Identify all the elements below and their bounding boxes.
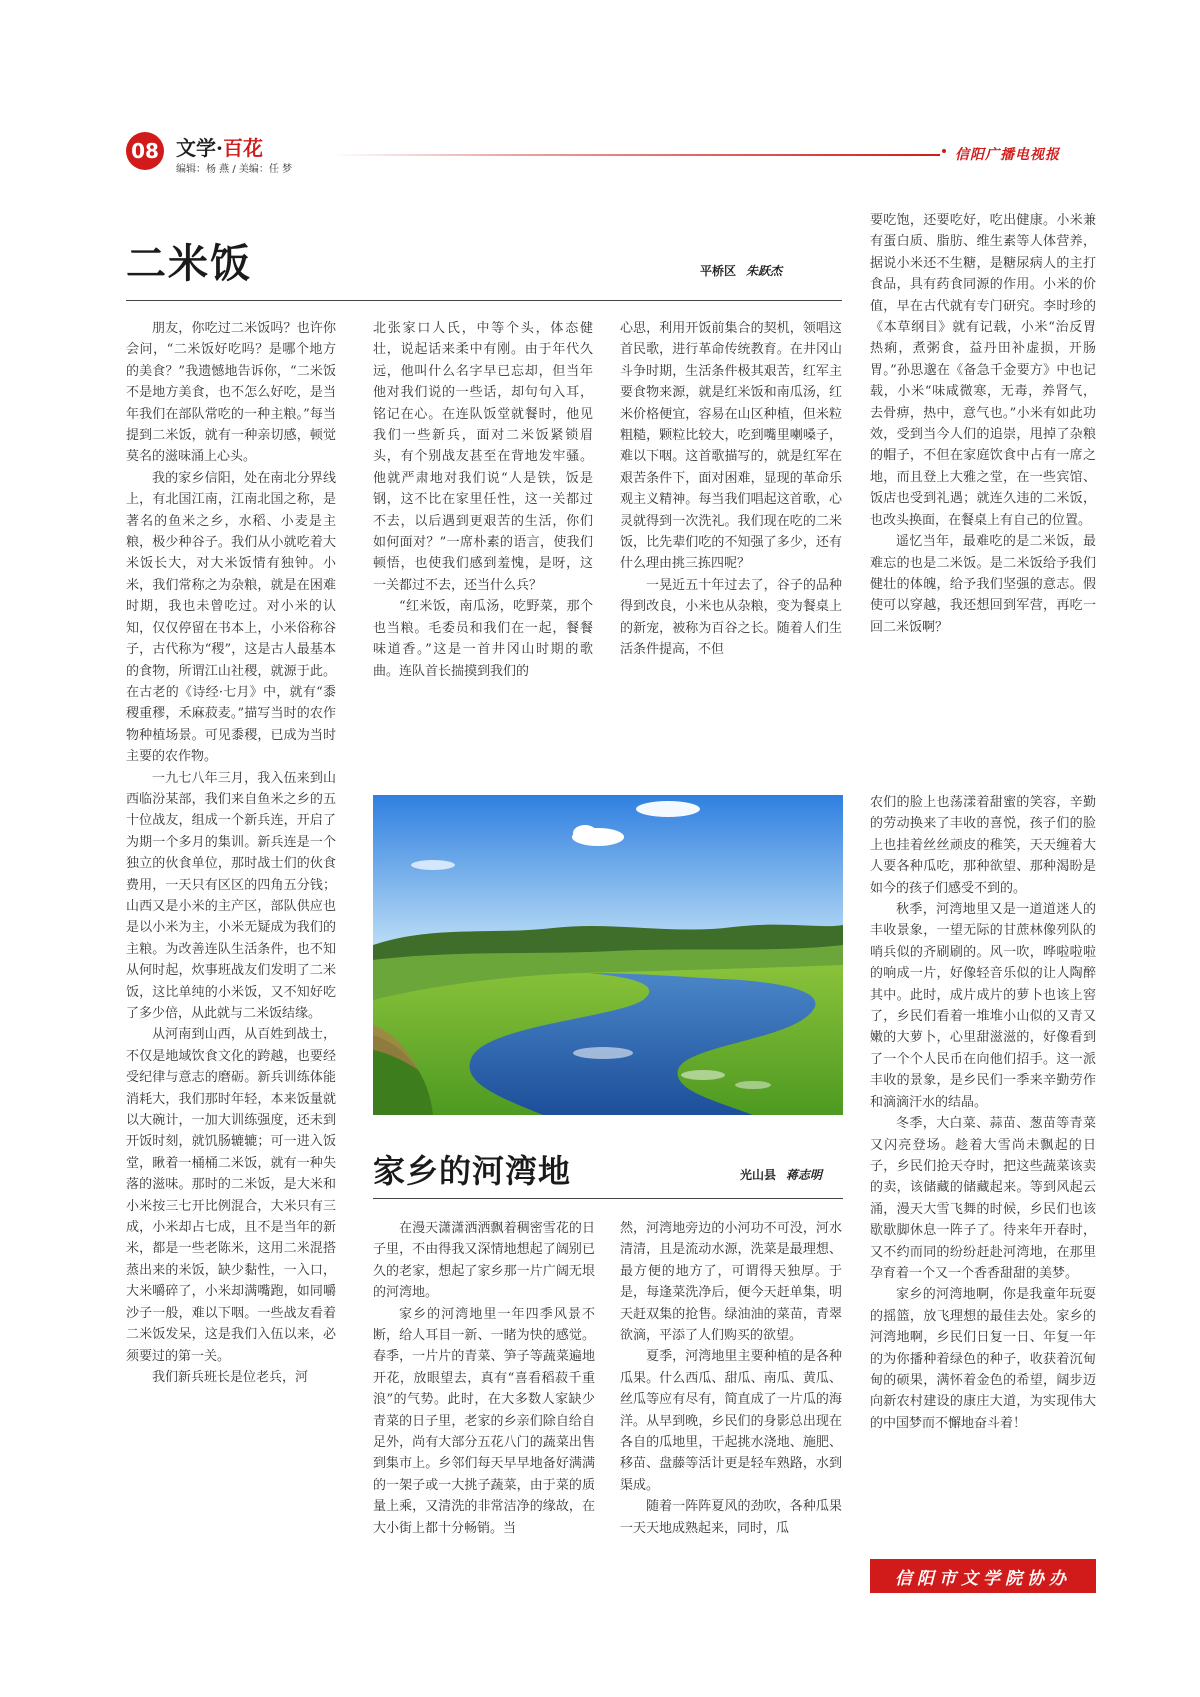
section-title-accent: 百花 [222, 136, 263, 160]
article2-byline-district: 光山县 [740, 1168, 777, 1182]
article2-column-3 [870, 792, 1096, 1552]
header-dot [942, 149, 946, 153]
paragraph: 夏季，河湾地里主要种植的是各种瓜果。什么西瓜、甜瓜、南瓜、黄瓜、丝瓜等应有尽有，简直成了一片瓜的海洋。从早到晚，乡民们的身影总出现在各自的瓜地里，干起挑水浇地、施肥、移苗、盘藤等活计更是轻车熟路，水到渠成。 [620, 1349, 842, 1493]
sponsor-banner: 信阳市文学院协办 [870, 1559, 1096, 1593]
article2-byline-author: 蒋志明 [786, 1168, 823, 1182]
paragraph: 要吃饱，还要吃好，吃出健康。小米兼有蛋白质、脂肪、维生素等人体营养，据说小米还不生糖，是糖尿病人的主打食品，具有药食同源的作用。小米的价值，早在古代就有专门研究。李时珍的《本草纲目》就有记载，小米“治反胃热痢，煮粥食，益丹田补虚损，开肠胃。”孙思邈在《备急千金要方》中也记载，小米“味咸微寒，无毒，养肾气，去骨痹，热中，意气也。”小米有如此功效，受到当今人们的追崇，甩掉了杂粮的帽子，不但在家庭饮食中占有一席之地，而且登上大雅之堂，在一些宾馆、饭店也受到礼遇；就连久违的二米饭，也改头换面，在餐桌上有自己的位置。 [870, 213, 1096, 528]
newspaper-name: 信阳广播电视报 [955, 147, 1060, 163]
page-number-badge [126, 132, 164, 170]
article1-title: 二米饭 [126, 240, 252, 287]
article2-byline [740, 1166, 822, 1183]
paragraph: 然，河湾地旁边的小河功不可没，河水清清，且是流动水源，洗菜是最理想、最方便的地方了，可谓得天独厚。于是，每逢菜洗净后，便今天赶单集，明天赶双集的抢售。绿油油的菜苗，青翠欲滴，平添了人们购买的欲望。 [620, 1221, 842, 1344]
section-title [176, 132, 263, 161]
paragraph: 冬季，大白菜、蒜苗、葱苗等青菜又闪亮登场。趁着大雪尚未飘起的日子，乡民们抢天夺时，把这些蔬菜该卖的卖，该储藏的储藏起来。等到风起云涌，漫天大雪飞舞的时候，乡民们也该歇歇脚休息一阵子了。待来年开春时，又不约而同的纷纷赶赴河湾地，在那里孕育着一个又一个香香甜甜的美梦。 [870, 1116, 1096, 1281]
article1-byline-author: 朱跃杰 [746, 264, 783, 278]
paragraph: “红米饭，南瓜汤，吃野菜，那个也当粮。毛委员和我们在一起，餐餐味道香。”这是一首井冈山时期的歌曲。连队首长揣摸到我们的 [373, 599, 593, 679]
paragraph: 家乡的河湾地啊，你是我童年玩耍的摇篮，放飞理想的最佳去处。家乡的河湾地啊，乡民们日复一日、年复一年的为你播种着绿色的种子，收获着沉甸甸的硕果，满怀着金色的希望，阔步迈向新农村建设的康庄大道，为实现伟大的中国梦而不懈地奋斗着！ [870, 1287, 1096, 1431]
paragraph: 我的家乡信阳，处在南北分界线上，有北国江南，江南北国之称，是著名的鱼米之乡，水稻、小麦是主粮，极少种谷子。我们从小就吃着大米饭长大，对大米饭情有独钟。小米，我们常称之为杂粮，就是在困难时期，我也未曾吃过。对小米的认知，仅仅停留在书本上，小米俗称谷子，古代称为“稷”，这是古人最基本的食物，所谓江山社稷，就源于此。在古老的《诗经·七月》中，就有“黍稷重穋，禾麻菽麦。”描写当时的农作物种植场景。可见黍稷，已成为当时主要的农作物。 [126, 470, 336, 765]
article2-title: 家乡的河湾地 [373, 1152, 572, 1190]
paragraph: 遥忆当年，最难吃的是二米饭，最难忘的也是二米饭。是二米饭给予我们健壮的体魄，给予我们坚强的意志。假使可以穿越，我还想回到军营，再吃一回二米饭啊？ [870, 534, 1096, 635]
section-title-main: 文学· [176, 136, 223, 160]
article1-title-rule [126, 300, 842, 301]
paragraph: 家乡的河湾地里一年四季风景不断，给人耳目一新、一睹为快的感觉。春季，一片片的青菜、笋子等蔬菜遍地开花，放眼望去，真有“喜看稻菽千重浪”的气势。此时，在大多数人家缺少青菜的日子里，老家的乡亲们除自给自足外，尚有大部分五花八门的蔬菜出售到集市上。乡邻们每天早早地备好满满的一架子或一大挑子蔬菜，由于菜的质量上乘，又清洗的非常洁净的缘故，在大小街上都十分畅销。当 [373, 1306, 595, 1536]
paragraph: 农们的脸上也荡漾着甜蜜的笑容，辛勤的劳动换来了丰收的喜悦，孩子们的脸上也挂着丝丝顽皮的稚笑，天天缠着大人要各种瓜吃，那种欲望、那种渴盼是如今的孩子们感受不到的。 [870, 795, 1096, 896]
paragraph: 秋季，河湾地里又是一道道迷人的丰收景象，一望无际的甘蔗林像列队的哨兵似的齐刷刷的。风一吹，哗啦啦啦的响成一片，好像轻音乐似的让人陶醉其中。此时，成片成片的萝卜也该上窖了，乡民们看着一堆堆小山似的又青又嫩的大萝卜，心里甜滋滋的，好像看到了一个个人民币在向他们招手。这一派丰收的景象，是乡民们一季来辛勤劳作和滴滴汗水的结晶。 [870, 902, 1096, 1110]
paragraph: 北张家口人氏，中等个头，体态健壮，说起话来柔中有刚。由于年代久远，他叫什么名字早已忘却，但当年他对我们说的一些话，却句句入耳，铭记在心。在连队饭堂就餐时，他见我们一些新兵，面对二米饭紧锁眉头，有个别战友甚至在背地发牢骚。他就严肃地对我们说“人是铁，饭是钢，这不比在家里任性，这一关都过不去，以后遇到更艰苦的生活，你们如何面对？”一席朴素的语言，使我们顿悟，也使我们感到羞愧，是呀，这一关都过不去，还当什么兵？ [373, 321, 593, 593]
paragraph: 我们新兵班长是位老兵，河 [152, 1369, 309, 1385]
header-divider [330, 154, 940, 156]
article1-column-4 [870, 210, 1096, 720]
article1-column-3 [620, 318, 842, 758]
page-number: 08 [131, 139, 159, 163]
paragraph: 朋友，你吃过二米饭吗？也许你会问，“二米饭好吃吗？是哪个地方的美食？”我遗憾地告诉你，“二米饭不是地方美食，也不怎么好吃，是当年我们在部队常吃的一种主粮。”每当提到二米饭，就有一种亲切感，顿觉莫名的滋味涌上心头。 [126, 321, 336, 465]
article1-column-2 [373, 318, 593, 758]
article1-byline-district: 平桥区 [700, 264, 737, 278]
article1-column-1 [126, 318, 336, 1582]
paragraph: 随着一阵阵夏风的劲吹，各种瓜果一天天地成熟起来，同时，瓜 [620, 1499, 842, 1536]
article2-column-1 [373, 1218, 595, 1590]
article2-column-2 [620, 1218, 842, 1590]
paragraph: 从河南到山西，从百姓到战士，不仅是地域饮食文化的跨越，也要经受纪律与意志的磨砺。新兵训练体能消耗大，我们那时年轻，本来饭量就以大碗计，一加大训练强度，还未到开饭时刻，就饥肠辘辘；可一进入饭堂，瞅着一桶桶二米饭，就有一种失落的滋味。那时的二米饭，是大米和小米按三七开比例混合，大米只有三成，小米却占七成，且不是当年的新米，都是一些老陈米，这用二米混搭蒸出来的米饭，缺少黏性，一入口，大米嚼碎了，小米却满嘴跑，如同嚼沙子一般，难以下咽。一些战友看着二米饭发呆，这是我们入伍以来，必须要过的第一关。 [126, 1027, 336, 1364]
river-landscape-photo [373, 795, 843, 1115]
paragraph: 一晃近五十年过去了，谷子的品种得到改良，小米也从杂粮，变为餐桌上的新宠，被称为百谷之长。随着人们生活条件提高，不但 [620, 577, 842, 658]
paragraph: 在漫天潇潇洒洒飘着稠密雪花的日子里，不由得我又深情地想起了阔别已久的老家，想起了家乡那一片广阔无垠的河湾地。 [373, 1221, 595, 1301]
article1-byline [700, 262, 782, 279]
editors-credit: 编辑：杨 燕 / 美编：任 梦 [176, 164, 293, 175]
paragraph: 心思，利用开饭前集合的契机，领唱这首民歌，进行革命传统教育。在井冈山斗争时期，生活条件极其艰苦，红军主要食物来源，就是红米饭和南瓜汤，红米价格便宜，容易在山区种植，但米粒粗糙，颗粒比较大，吃到嘴里喇嗓子，难以下咽。这首歌描写的，就是红军在艰苦条件下，面对困难，显现的革命乐观主义精神。每当我们唱起这首歌，心灵就得到一次洗礼。我们现在吃的二米饭，比先辈们吃的不知强了多少，还有什么理由挑三拣四呢？ [620, 321, 842, 572]
article2-title-rule [373, 1198, 843, 1199]
paragraph: 一九七八年三月，我入伍来到山西临汾某部，我们来自鱼米之乡的五十位战友，组成一个新兵连，开启了为期一个多月的集训。新兵连是一个独立的伙食单位，那时战士们的伙食费用，一天只有区区的四角五分钱；山西又是小米的主产区，部队供应也是以小米为主，小米无疑成为我们的主粮。为改善连队生活条件，也不知从何时起，炊事班战友们发明了二米饭，这比单纯的小米饭，又不知好吃了多少倍，从此就与二米饭结缘。 [126, 770, 336, 1021]
